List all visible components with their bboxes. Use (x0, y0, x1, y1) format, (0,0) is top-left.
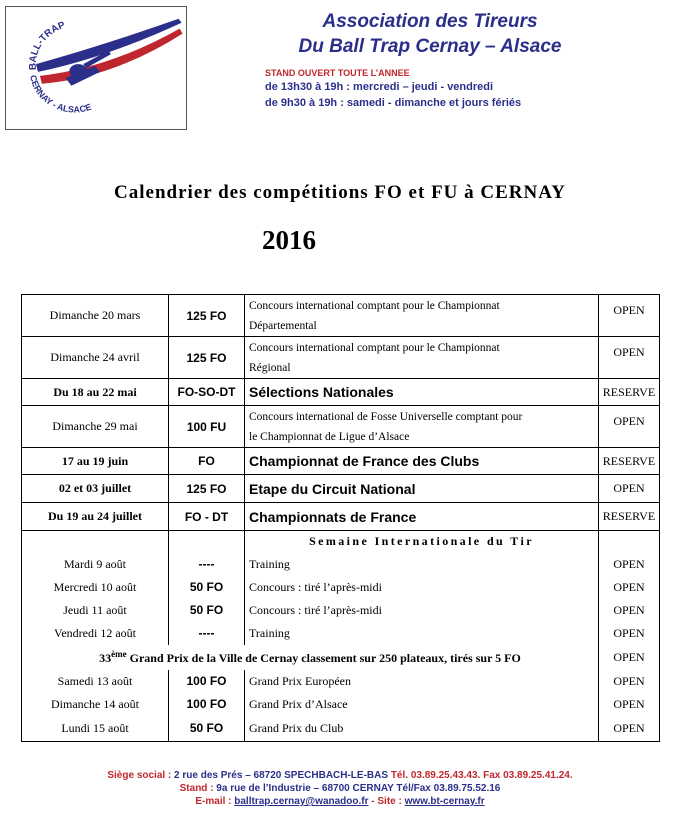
event-status: OPEN (599, 599, 660, 622)
footer-headquarters (0, 770, 680, 781)
calendar-year: 2016 (262, 225, 316, 255)
desc-line: Concours international de Fosse Universelle comptant pour (249, 410, 523, 423)
event-description: Grand Prix du Club (245, 716, 599, 742)
event-status: OPEN (599, 295, 660, 337)
table-row (22, 553, 660, 576)
event-discipline: 50 FO (169, 716, 245, 742)
event-date: Vendredi 12 août (22, 622, 169, 645)
event-description: Etape du Circuit National (245, 475, 599, 503)
event-description: Sélections Nationales (245, 379, 599, 406)
event-discipline: FO - DT (169, 503, 245, 531)
week-heading-row (22, 531, 660, 553)
event-date: Dimanche 20 mars (22, 295, 169, 337)
event-status: RESERVE (599, 379, 660, 406)
event-date: Mercredi 10 août (22, 576, 169, 599)
event-status: RESERVE (599, 448, 660, 475)
event-date: Dimanche 14 août (22, 693, 169, 716)
site-label: - Site : (368, 796, 405, 807)
desc-line: le Championnat de Ligue d’Alsace (249, 430, 410, 443)
table-row (22, 448, 660, 475)
event-date: Dimanche 29 mai (22, 406, 169, 448)
event-description (245, 406, 599, 448)
grand-prix-title (22, 645, 599, 670)
gp-ordinal: ème (111, 648, 127, 659)
desc-line: Régional (249, 361, 291, 374)
table-row (22, 599, 660, 622)
event-description: Grand Prix d’Alsace (245, 693, 599, 716)
table-row (22, 576, 660, 599)
event-discipline: 100 FO (169, 693, 245, 716)
event-date: Lundi 15 août (22, 716, 169, 742)
siege-phone: Tél. 03.89.25.43.43. Fax 03.89.25.41.24. (390, 770, 573, 781)
event-description: Concours : tiré l’après-midi (245, 576, 599, 599)
event-date: Dimanche 24 avril (22, 337, 169, 379)
table-row (22, 295, 660, 337)
event-description (245, 295, 599, 337)
stand-label: Stand : (179, 783, 214, 794)
event-status: OPEN (599, 406, 660, 448)
siege-label: Siège social : (107, 770, 172, 781)
footer-stand (0, 783, 680, 794)
event-discipline: FO (169, 448, 245, 475)
event-status: OPEN (599, 716, 660, 742)
event-date: Du 19 au 24 juillet (22, 503, 169, 531)
event-date: Mardi 9 août (22, 553, 169, 576)
event-date: 17 au 19 juin (22, 448, 169, 475)
email-label: E-mail : (195, 796, 235, 807)
event-discipline: 100 FU (169, 406, 245, 448)
event-discipline: 125 FO (169, 475, 245, 503)
event-status: RESERVE (599, 503, 660, 531)
svg-text:BALL-TRAP: BALL-TRAP (27, 19, 67, 71)
gp-number: 33 (99, 650, 112, 665)
event-description: Concours : tiré l’après-midi (245, 599, 599, 622)
event-status: OPEN (599, 645, 660, 670)
stand-open-notice: STAND OUVERT TOUTE L’ANNEE (265, 68, 410, 78)
table-row (22, 693, 660, 716)
event-status: OPEN (599, 693, 660, 716)
association-name-line1: Association des Tireurs (322, 11, 538, 32)
table-row (22, 503, 660, 531)
clay-shooter-logo-icon (6, 7, 186, 129)
desc-line: Concours international comptant pour le Championnat (249, 341, 500, 354)
club-logo (5, 6, 187, 130)
event-description: Championnat de France des Clubs (245, 448, 599, 475)
event-status: OPEN (599, 553, 660, 576)
event-date: Jeudi 11 août (22, 599, 169, 622)
grand-prix-row (22, 645, 660, 670)
event-status: OPEN (599, 670, 660, 693)
event-date: Samedi 13 août (22, 670, 169, 693)
opening-hours-weekday: de 13h30 à 19h : mercredi – jeudi - vendredi (265, 81, 494, 93)
event-discipline: 125 FO (169, 295, 245, 337)
event-discipline: 125 FO (169, 337, 245, 379)
event-description: Championnats de France (245, 503, 599, 531)
desc-line: Concours international comptant pour le Championnat (249, 299, 500, 312)
event-discipline: FO-SO-DT (169, 379, 245, 406)
association-name-line2: Du Ball Trap Cernay – Alsace (298, 36, 562, 57)
event-discipline: 50 FO (169, 576, 245, 599)
competition-calendar-table (21, 294, 660, 742)
table-row (22, 475, 660, 503)
siege-address: 2 rue des Prés – 68720 SPECHBACH-LE-BAS (171, 770, 391, 781)
desc-line: Départemental (249, 319, 317, 332)
event-description: Training (245, 622, 599, 645)
stand-address: 9a rue de l’Industrie – 68700 CERNAY Tél/Fax 03.89.75.52.16 (213, 783, 501, 794)
table-row (22, 379, 660, 406)
table-row (22, 337, 660, 379)
event-date: 02 et 03 juillet (22, 475, 169, 503)
event-description: Training (245, 553, 599, 576)
page-title: Calendrier des compétitions FO et FU à CERNAY (114, 182, 566, 203)
event-status: OPEN (599, 337, 660, 379)
website-link[interactable]: www.bt-cernay.fr (404, 796, 485, 807)
table-row (22, 670, 660, 693)
email-link[interactable]: balltrap.cernay@wanadoo.fr (234, 796, 369, 807)
table-row (22, 716, 660, 742)
event-discipline: ---- (169, 622, 245, 645)
footer-contact (0, 796, 680, 807)
event-discipline: 50 FO (169, 599, 245, 622)
event-status: OPEN (599, 576, 660, 599)
gp-description: Grand Prix de la Ville de Cernay classement sur 250 plateaux, tirés sur 5 FO (126, 650, 521, 665)
event-status: OPEN (599, 622, 660, 645)
event-date: Du 18 au 22 mai (22, 379, 169, 406)
event-description (245, 337, 599, 379)
event-discipline: 100 FO (169, 670, 245, 693)
opening-hours-weekend: de 9h30 à 19h : samedi - dimanche et jours fériés (265, 97, 522, 109)
table-row (22, 622, 660, 645)
week-heading: Semaine Internationale du Tir (245, 531, 599, 553)
event-status: OPEN (599, 475, 660, 503)
event-description: Grand Prix Européen (245, 670, 599, 693)
svg-text:CERNAY - ALSACE: CERNAY - ALSACE (28, 73, 93, 115)
table-row (22, 406, 660, 448)
event-discipline: ---- (169, 553, 245, 576)
